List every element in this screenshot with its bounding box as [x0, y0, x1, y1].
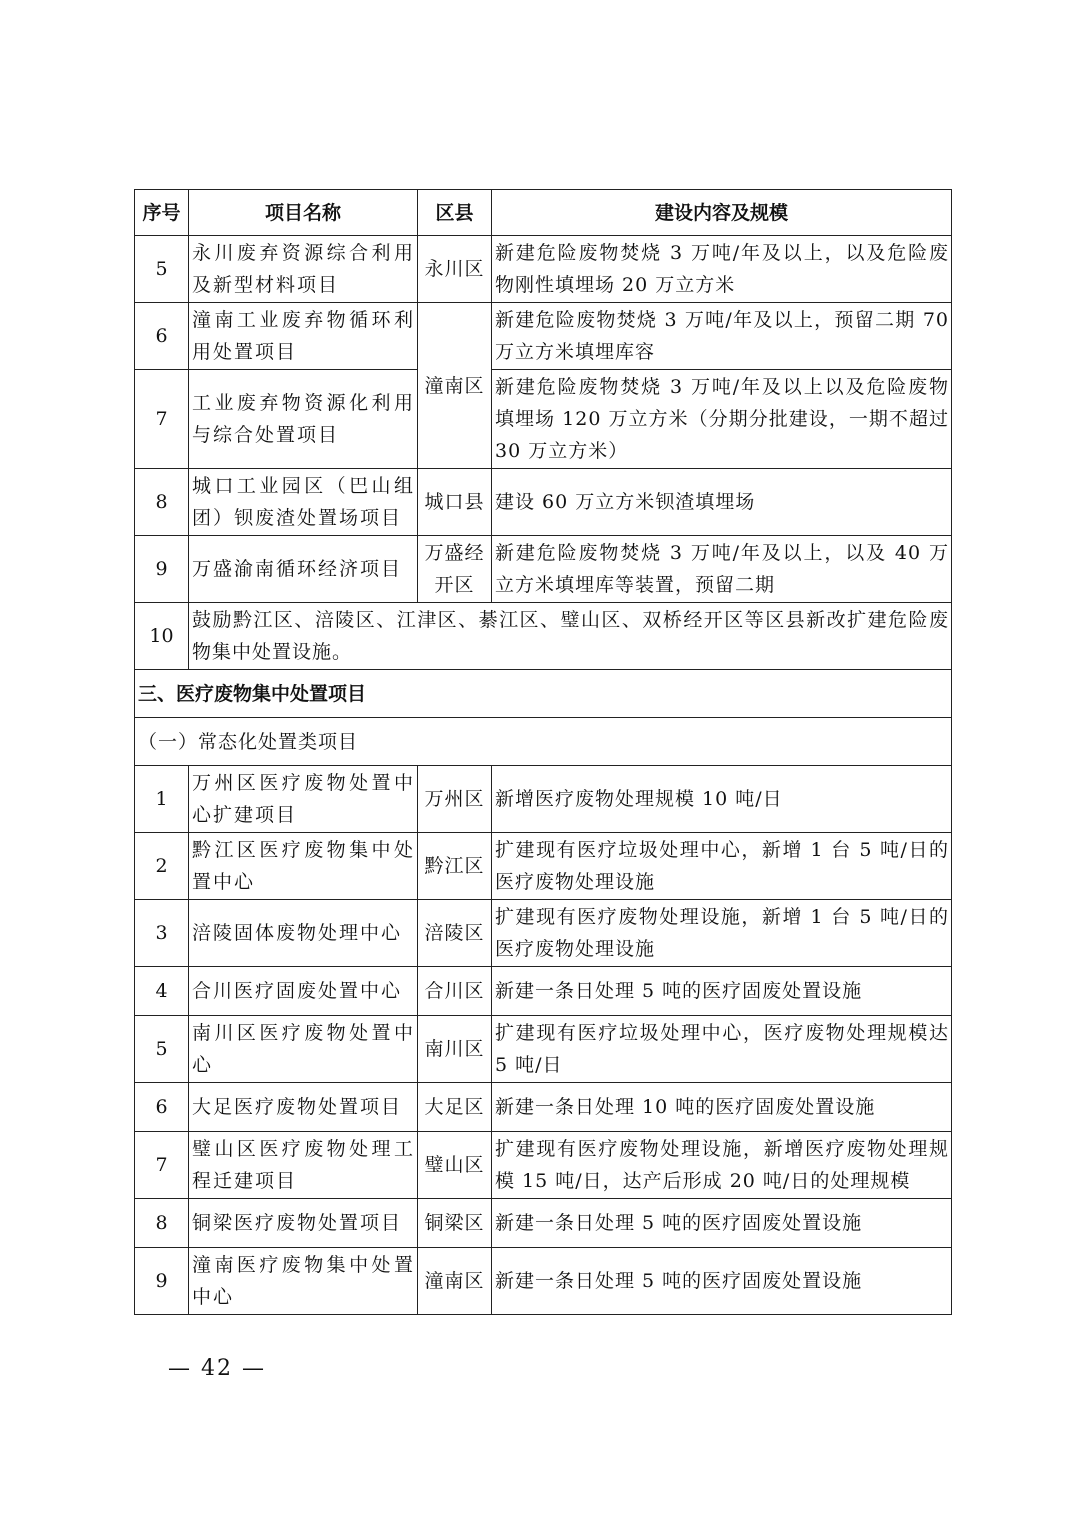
row-project-name: 潼南工业废弃物循环利用处置项目 — [189, 303, 418, 370]
row-content: 新建一条日处理 5 吨的医疗固废处置设施 — [492, 1199, 952, 1248]
header-project-name: 项目名称 — [189, 190, 418, 236]
row-district: 大足区 — [418, 1083, 492, 1132]
row-index: 2 — [135, 833, 189, 900]
table-row — [135, 1248, 952, 1315]
section-row — [135, 670, 952, 718]
row-index: 6 — [135, 1083, 189, 1132]
row-project-name: 永川废弃资源综合利用及新型材料项目 — [189, 236, 418, 303]
row-district: 合川区 — [418, 967, 492, 1016]
row-index: 8 — [135, 1199, 189, 1248]
subsection-title: （一）常态化处置类项目 — [135, 718, 952, 766]
header-index: 序号 — [135, 190, 189, 236]
row-project-name: 南川区医疗废物处置中心 — [189, 1016, 418, 1083]
row-index: 9 — [135, 1248, 189, 1315]
row-project-name: 铜梁医疗废物处置项目 — [189, 1199, 418, 1248]
section-title: 三、医疗废物集中处置项目 — [135, 670, 952, 718]
row-content: 新建危险废物焚烧 3 万吨/年及以上以及危险废物填埋场 120 万立方米（分期分批建设，一期不超过 30 万立方米） — [492, 370, 952, 469]
row-district: 永川区 — [418, 236, 492, 303]
row-content: 新增医疗废物处理规模 10 吨/日 — [492, 766, 952, 833]
row-district: 璧山区 — [418, 1132, 492, 1199]
row-district: 潼南区 — [418, 1248, 492, 1315]
table-row — [135, 900, 952, 967]
row-project-name: 黔江区医疗废物集中处置中心 — [189, 833, 418, 900]
header-district: 区县 — [418, 190, 492, 236]
row-content: 新建危险废物焚烧 3 万吨/年及以上，以及危险废物刚性填埋场 20 万立方米 — [492, 236, 952, 303]
row-index: 7 — [135, 370, 189, 469]
row-index: 6 — [135, 303, 189, 370]
header-content: 建设内容及规模 — [492, 190, 952, 236]
table-row — [135, 303, 952, 370]
project-table — [134, 189, 952, 1315]
row-project-name: 涪陵固体废物处理中心 — [189, 900, 418, 967]
row-district: 万盛经开区 — [418, 536, 492, 603]
row-content: 扩建现有医疗垃圾处理中心，医疗废物处理规模达 5 吨/日 — [492, 1016, 952, 1083]
table-header-row — [135, 190, 952, 236]
row-district: 南川区 — [418, 1016, 492, 1083]
row-index: 9 — [135, 536, 189, 603]
table-row — [135, 833, 952, 900]
row-content: 新建危险废物焚烧 3 万吨/年及以上，预留二期 70 万立方米填埋库容 — [492, 303, 952, 370]
row-index: 10 — [135, 603, 189, 670]
table-row — [135, 1083, 952, 1132]
table-row — [135, 1016, 952, 1083]
table-row — [135, 536, 952, 603]
row-index: 5 — [135, 1016, 189, 1083]
row-index: 1 — [135, 766, 189, 833]
row-content: 建设 60 万立方米钡渣填埋场 — [492, 469, 952, 536]
row-content: 新建危险废物焚烧 3 万吨/年及以上，以及 40 万立方米填埋库等装置，预留二期 — [492, 536, 952, 603]
row-district: 潼南区 — [418, 303, 492, 469]
row-content: 鼓励黔江区、涪陵区、江津区、綦江区、璧山区、双桥经开区等区县新改扩建危险废物集中处置设施。 — [189, 603, 952, 670]
row-project-name: 大足医疗废物处置项目 — [189, 1083, 418, 1132]
table-row — [135, 1199, 952, 1248]
row-district: 城口县 — [418, 469, 492, 536]
table-row — [135, 1132, 952, 1199]
row-content: 新建一条日处理 5 吨的医疗固废处置设施 — [492, 967, 952, 1016]
row-index: 8 — [135, 469, 189, 536]
row-content: 新建一条日处理 5 吨的医疗固废处置设施 — [492, 1248, 952, 1315]
table-row — [135, 603, 952, 670]
row-project-name: 城口工业园区（巴山组团）钡废渣处置场项目 — [189, 469, 418, 536]
table-row — [135, 766, 952, 833]
table-row — [135, 967, 952, 1016]
row-content: 新建一条日处理 10 吨的医疗固废处置设施 — [492, 1083, 952, 1132]
row-project-name: 万州区医疗废物处置中心扩建项目 — [189, 766, 418, 833]
row-project-name: 璧山区医疗废物处理工程迁建项目 — [189, 1132, 418, 1199]
row-content: 扩建现有医疗垃圾处理中心，新增 1 台 5 吨/日的医疗废物处理设施 — [492, 833, 952, 900]
row-index: 7 — [135, 1132, 189, 1199]
row-index: 5 — [135, 236, 189, 303]
row-content: 扩建现有医疗废物处理设施，新增医疗废物处理规模 15 吨/日，达产后形成 20 吨/日的处理规模 — [492, 1132, 952, 1199]
row-district: 万州区 — [418, 766, 492, 833]
row-district: 铜梁区 — [418, 1199, 492, 1248]
table-row — [135, 236, 952, 303]
table-row — [135, 469, 952, 536]
page-number: — 42 — — [168, 1356, 266, 1381]
subsection-row — [135, 718, 952, 766]
row-index: 3 — [135, 900, 189, 967]
row-project-name: 合川医疗固废处置中心 — [189, 967, 418, 1016]
row-district: 涪陵区 — [418, 900, 492, 967]
row-content: 扩建现有医疗废物处理设施，新增 1 台 5 吨/日的医疗废物处理设施 — [492, 900, 952, 967]
row-project-name: 工业废弃物资源化利用与综合处置项目 — [189, 370, 418, 469]
row-index: 4 — [135, 967, 189, 1016]
row-project-name: 潼南医疗废物集中处置中心 — [189, 1248, 418, 1315]
row-project-name: 万盛渝南循环经济项目 — [189, 536, 418, 603]
row-district: 黔江区 — [418, 833, 492, 900]
table-row — [135, 370, 952, 469]
